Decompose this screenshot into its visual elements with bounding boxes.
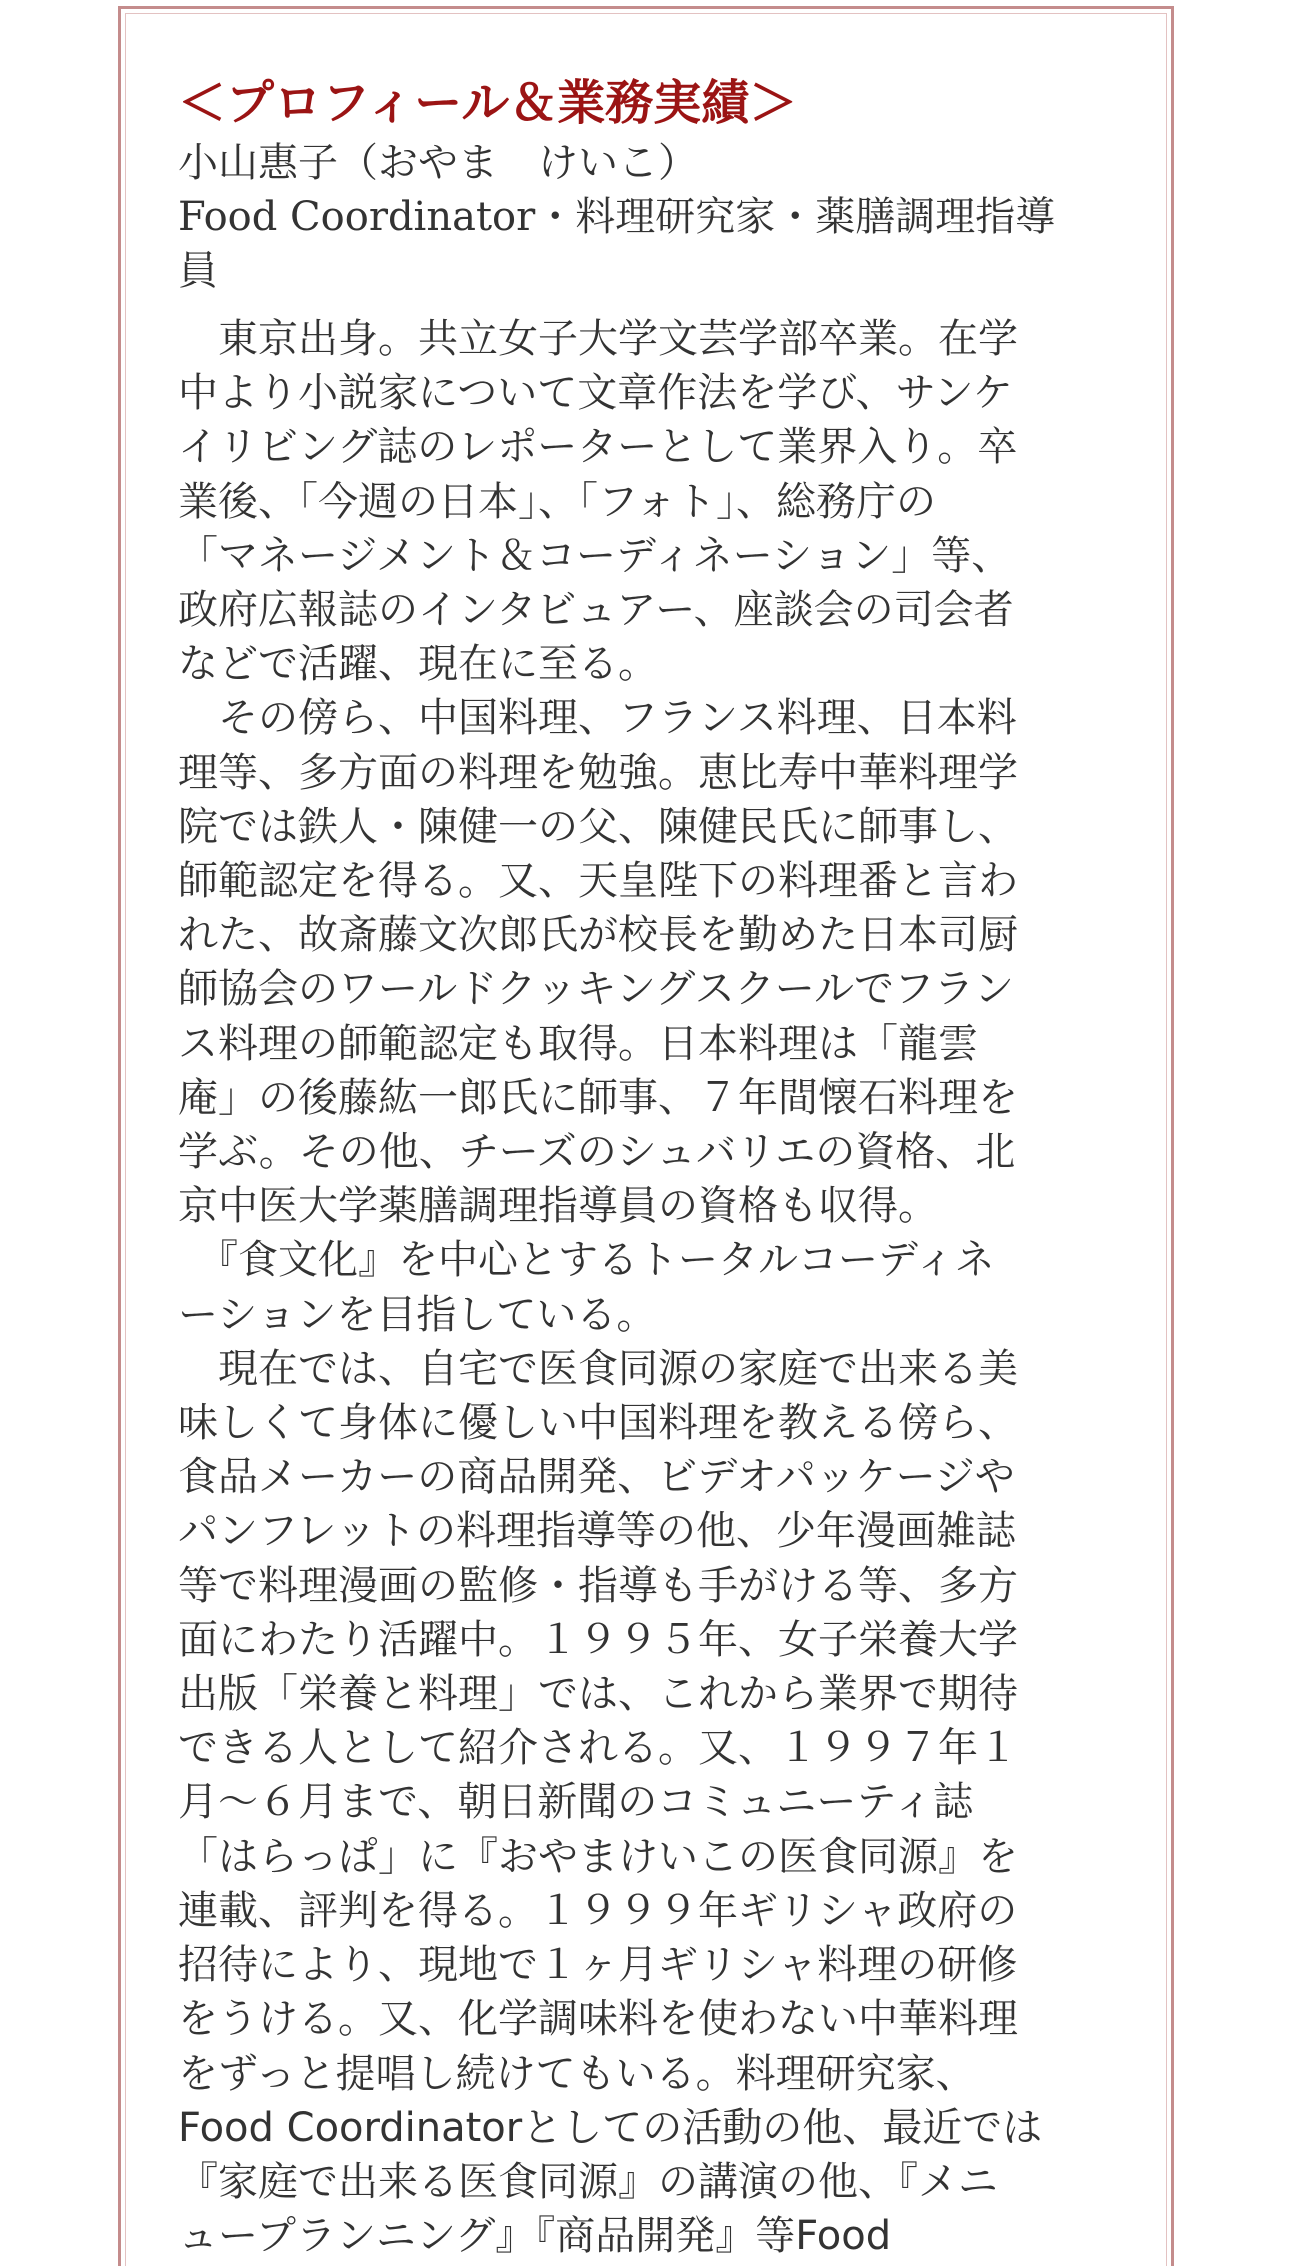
body-line: 連載、評判を得る。１９９９年ギリシャ政府の <box>178 1887 1018 1934</box>
body-line: 月～６月まで、朝日新聞のコミュニーティ誌 <box>178 1779 974 1826</box>
body-line: 学ぶ。その他、チーズのシュバリエの資格、北 <box>178 1129 1016 1176</box>
body-line: 『食文化』を中心とするトータルコーディネ <box>178 1237 995 1284</box>
body-line: ーションを目指している。 <box>178 1291 657 1338</box>
body-line: 中より小説家について文章作法を学び、サンケ <box>178 370 1013 417</box>
body-line: その傍ら、中国料理、フランス料理、日本料 <box>178 695 1017 742</box>
body-line: イリビング誌のレポーターとして業界入り。卒 <box>178 424 1018 471</box>
body-line: 庵」の後藤紘一郎氏に師事、７年間懐石料理を <box>178 1074 1018 1121</box>
profile-name: 小山惠子（おやま けいこ） <box>178 140 698 186</box>
profile-title-wrap: 員 <box>178 248 218 294</box>
body-line: れた、故斎藤文次郎氏が校長を勤めた日本司厨 <box>178 912 1018 959</box>
body-line: などで活躍、現在に至る。 <box>178 641 658 688</box>
body-line: 院では鉄人・陳健一の父、陳健民氏に師事し、 <box>178 803 1018 850</box>
body-line: をずっと提唱し続けてもいる。料理研究家、 <box>178 2050 976 2097</box>
profile-body <box>178 312 1128 2263</box>
body-line: 「マネージメント＆コーディネーション」等、 <box>178 532 1012 579</box>
body-line: をうける。又、化学調味料を使わない中華料理 <box>178 1996 1018 2043</box>
body-line: 『家庭で出来る医食同源』の講演の他、『メニ <box>178 2158 998 2205</box>
profile-title <box>178 190 1128 298</box>
profile-title-rest: ・料理研究家・薬膳調理指導 <box>535 194 1056 240</box>
body-line: Food Coordinatorとしての活動の他、最近では <box>178 2104 1043 2151</box>
body-line: 味しくて身体に優しい中国料理を教える傍ら、 <box>178 1400 1018 1447</box>
body-line: 理等、多方面の料理を勉強。恵比寿中華料理学 <box>178 749 1018 796</box>
body-line: 等で料理漫画の監修・指導も手がける等、多方 <box>178 1562 1018 1609</box>
body-line: 招待により、現地で１ヶ月ギリシャ料理の研修 <box>178 1942 1018 1989</box>
profile-heading: ＜プロフィール＆業務実績＞ <box>178 75 798 131</box>
body-line: 「はらっぱ」に『おやまけいこの医食同源』を <box>178 1833 1018 1880</box>
body-line: 業後、「今週の日本」、「フォト」、総務庁の <box>178 478 936 525</box>
body-line: できる人として紹介される。又、１９９７年１ <box>178 1725 1018 1772</box>
profile-title-en: Food Coordinator <box>178 194 536 240</box>
body-line: 出版「栄養と料理」では、これから業界で期待 <box>178 1671 1018 1718</box>
body-line: ス料理の師範認定も取得。日本料理は「龍雲 <box>178 1020 978 1067</box>
body-line: 現在では、自宅で医食同源の家庭で出来る美 <box>178 1345 1018 1392</box>
profile-content <box>178 72 1128 2263</box>
body-line: 京中医大学薬膳調理指導員の資格も収得。 <box>178 1183 938 1230</box>
body-line: ュープランニング』『商品開発』等Food <box>178 2213 892 2260</box>
body-line: 食品メーカーの商品開発、ビデオパッケージや <box>178 1454 1015 1501</box>
body-line: 師範認定を得る。又、天皇陛下の料理番と言わ <box>178 858 1018 905</box>
body-line: 東京出身。共立女子大学文芸学部卒業。在学 <box>178 316 1018 362</box>
body-line: パンフレットの料理指導等の他、少年漫画雑誌 <box>178 1508 1016 1555</box>
body-line: 政府広報誌のインタビュアー、座談会の司会者 <box>178 587 1014 634</box>
body-line: 面にわたり活躍中。１９９５年、女子栄養大学 <box>178 1616 1018 1663</box>
body-line: 師協会のワールドクッキングスクールでフラン <box>178 966 1014 1013</box>
